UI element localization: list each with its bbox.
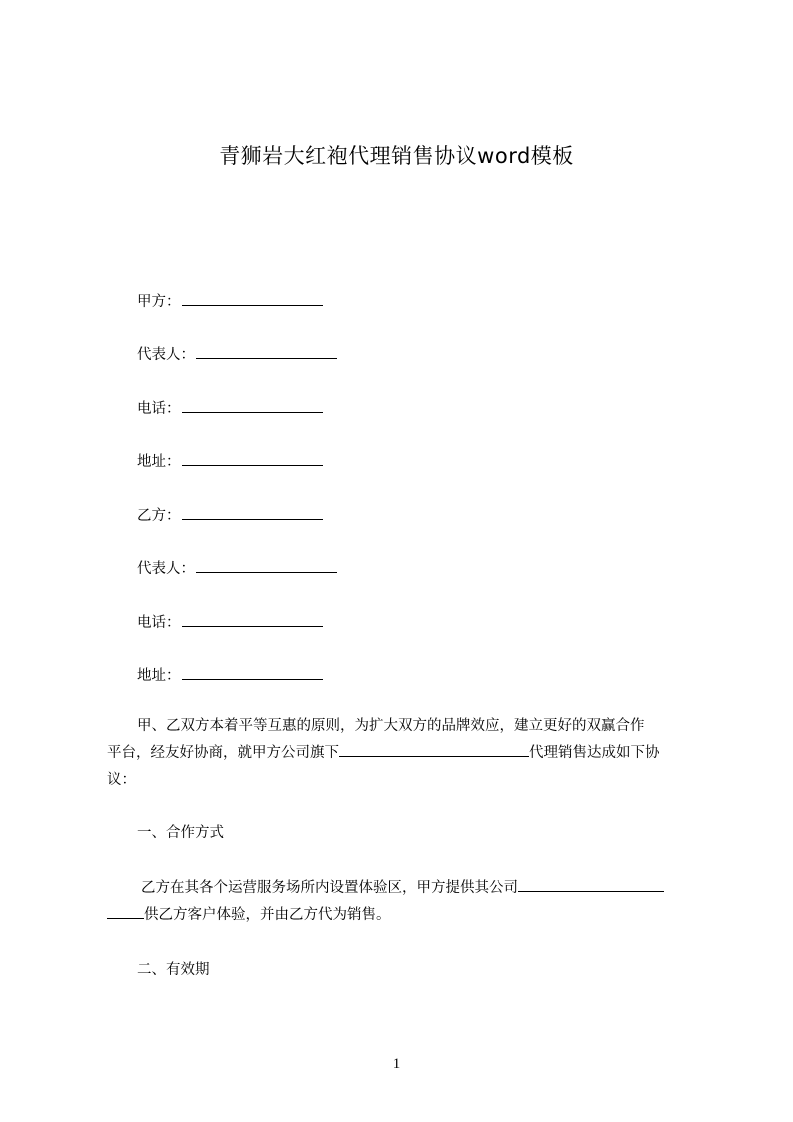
intro-line-2-before: 平台，经友好协商，就甲方公司旗下 — [107, 745, 339, 761]
party-b-name-label: 乙方： — [137, 508, 181, 524]
party-b-address-label: 地址： — [137, 668, 181, 684]
party-a-name-blank — [182, 291, 323, 306]
section-1-line-1-before: 乙方在其各个运营服务场所内设置体验区，甲方提供其公司 — [141, 880, 518, 896]
party-a-address-blank — [182, 451, 323, 466]
party-a-name-field — [137, 291, 323, 312]
party-a-name-label: 甲方： — [137, 294, 181, 310]
party-b-phone-blank — [182, 612, 323, 627]
party-b-representative-blank — [196, 558, 337, 573]
party-b-name-field — [137, 505, 323, 526]
party-a-address-field — [137, 451, 323, 472]
party-b-phone-label: 电话： — [137, 615, 181, 631]
product-supply-blank — [518, 877, 664, 892]
section-1-paragraph — [107, 875, 705, 929]
party-b-representative-label: 代表人： — [137, 561, 195, 577]
party-b-address-blank — [182, 665, 323, 680]
page-number: 1 — [392, 1056, 401, 1072]
party-a-phone-field — [137, 398, 323, 419]
intro-paragraph — [107, 713, 705, 794]
party-a-phone-label: 电话： — [137, 401, 181, 417]
intro-line-1: 甲、乙双方本着平等互惠的原则，为扩大双方的品牌效应，建立更好的双赢合作 — [137, 718, 645, 734]
party-b-representative-field — [137, 558, 337, 579]
intro-line-2 — [107, 740, 705, 767]
section-1-line-2 — [107, 902, 705, 929]
document-title: 青狮岩大红袍代理销售协议word模板 — [219, 144, 574, 168]
section-1-line-1 — [107, 875, 705, 902]
party-a-representative-field — [137, 344, 337, 365]
party-a-representative-label: 代表人： — [137, 347, 195, 363]
party-b-phone-field — [137, 612, 323, 633]
product-name-blank — [339, 742, 529, 757]
intro-line-3: 议： — [107, 772, 136, 788]
party-a-address-label: 地址： — [137, 454, 181, 470]
intro-line-2-after: 代理销售达成如下协 — [529, 745, 660, 761]
section-2-heading: 二、有效期 — [137, 962, 210, 978]
party-b-address-field — [137, 665, 323, 686]
product-supply-blank-continued — [107, 904, 144, 919]
party-b-name-blank — [182, 505, 323, 520]
party-a-phone-blank — [182, 398, 323, 413]
party-a-representative-blank — [196, 344, 337, 359]
section-1-line-2-after: 供乙方客户体验，并由乙方代为销售。 — [144, 907, 391, 923]
section-1-heading: 一、合作方式 — [137, 825, 224, 841]
